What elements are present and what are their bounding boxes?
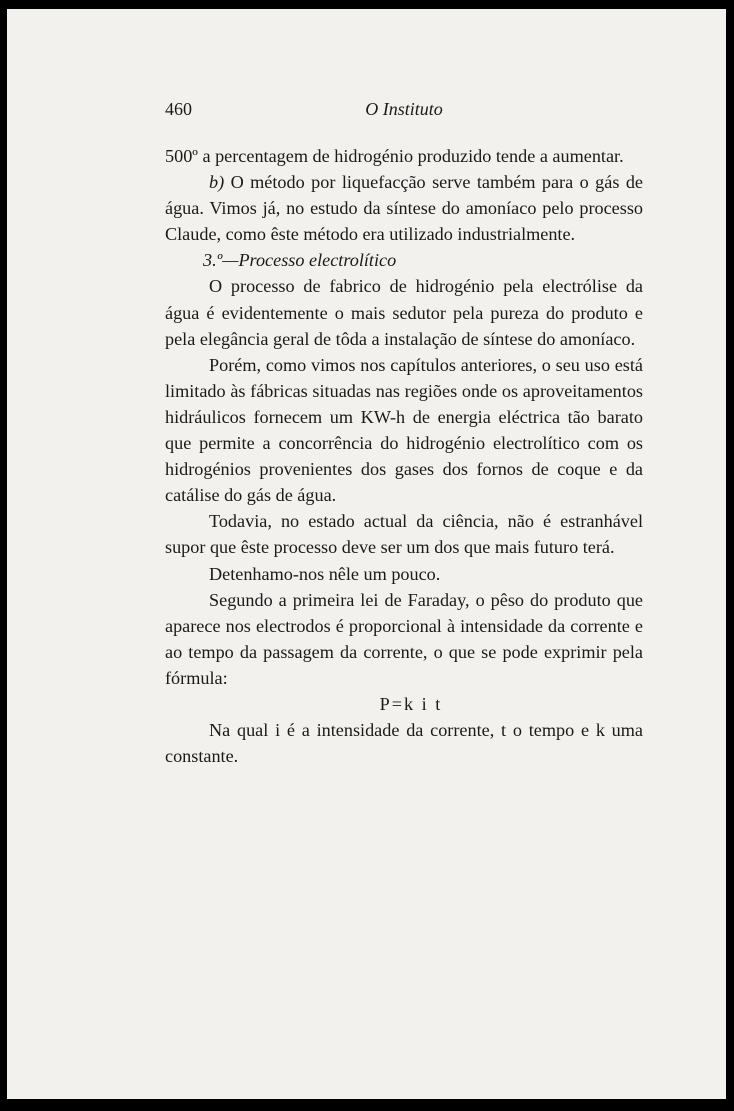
list-label-b: b) xyxy=(209,172,225,193)
paragraph-method-b xyxy=(165,169,643,247)
paragraph-limitations: Porém, como vimos nos capítulos anteriores, o seu uso está limitado às fábricas situadas nas regiões onde os aproveitamentos hidráulicos fornecem um KW-h de energia eléctrica tão barato que permite a concorrência do hidrogénio electrolítico com os hidrogénios provenientes dos gases dos fornos de coque e da catálise do gás de água. xyxy=(165,354,643,506)
section-heading: 3.º—Processo electrolítico xyxy=(203,250,397,271)
paragraph-method-b-text: O método por liquefacção serve também para o gás de água. Vimos já, no estudo da síntese do amoníaco pelo processo Claude, como êste método era utilizado industrialmente. xyxy=(165,172,643,245)
paragraph-faraday-law: Segundo a primeira lei de Faraday, o pêso do produto que aparece nos electrodos é proporcional à intensidade da corrente e ao tempo da passagem da corrente, o que se pode exprimir pela fórmula: xyxy=(165,589,643,688)
paragraph-electrolysis: O processo de fabrico de hidrogénio pela electrólise da água é evidentemente o mais sedutor pela pureza do produto e pela elegância geral de tôda a instalação de síntese do amoníaco. xyxy=(165,276,643,349)
page-number: 460 xyxy=(165,99,192,119)
book-page xyxy=(7,9,726,1099)
paragraph-continued: 500º a percentagem de hidrogénio produzido tende a aumentar. xyxy=(165,146,624,166)
running-title: O Instituto xyxy=(365,99,443,119)
page-body xyxy=(165,143,643,769)
paragraph-future: Todavia, no estado actual da ciência, não é estranhável supor que êste processo deve ser um dos que mais futuro terá. xyxy=(165,511,643,558)
formula: P=k i t xyxy=(379,693,443,714)
page-header xyxy=(165,99,643,123)
paragraph-formula-explanation: Na qual i é a intensidade da corrente, t o tempo e k uma constante. xyxy=(165,720,643,767)
paragraph-pause: Detenhamo-nos nêle um pouco. xyxy=(209,563,441,584)
